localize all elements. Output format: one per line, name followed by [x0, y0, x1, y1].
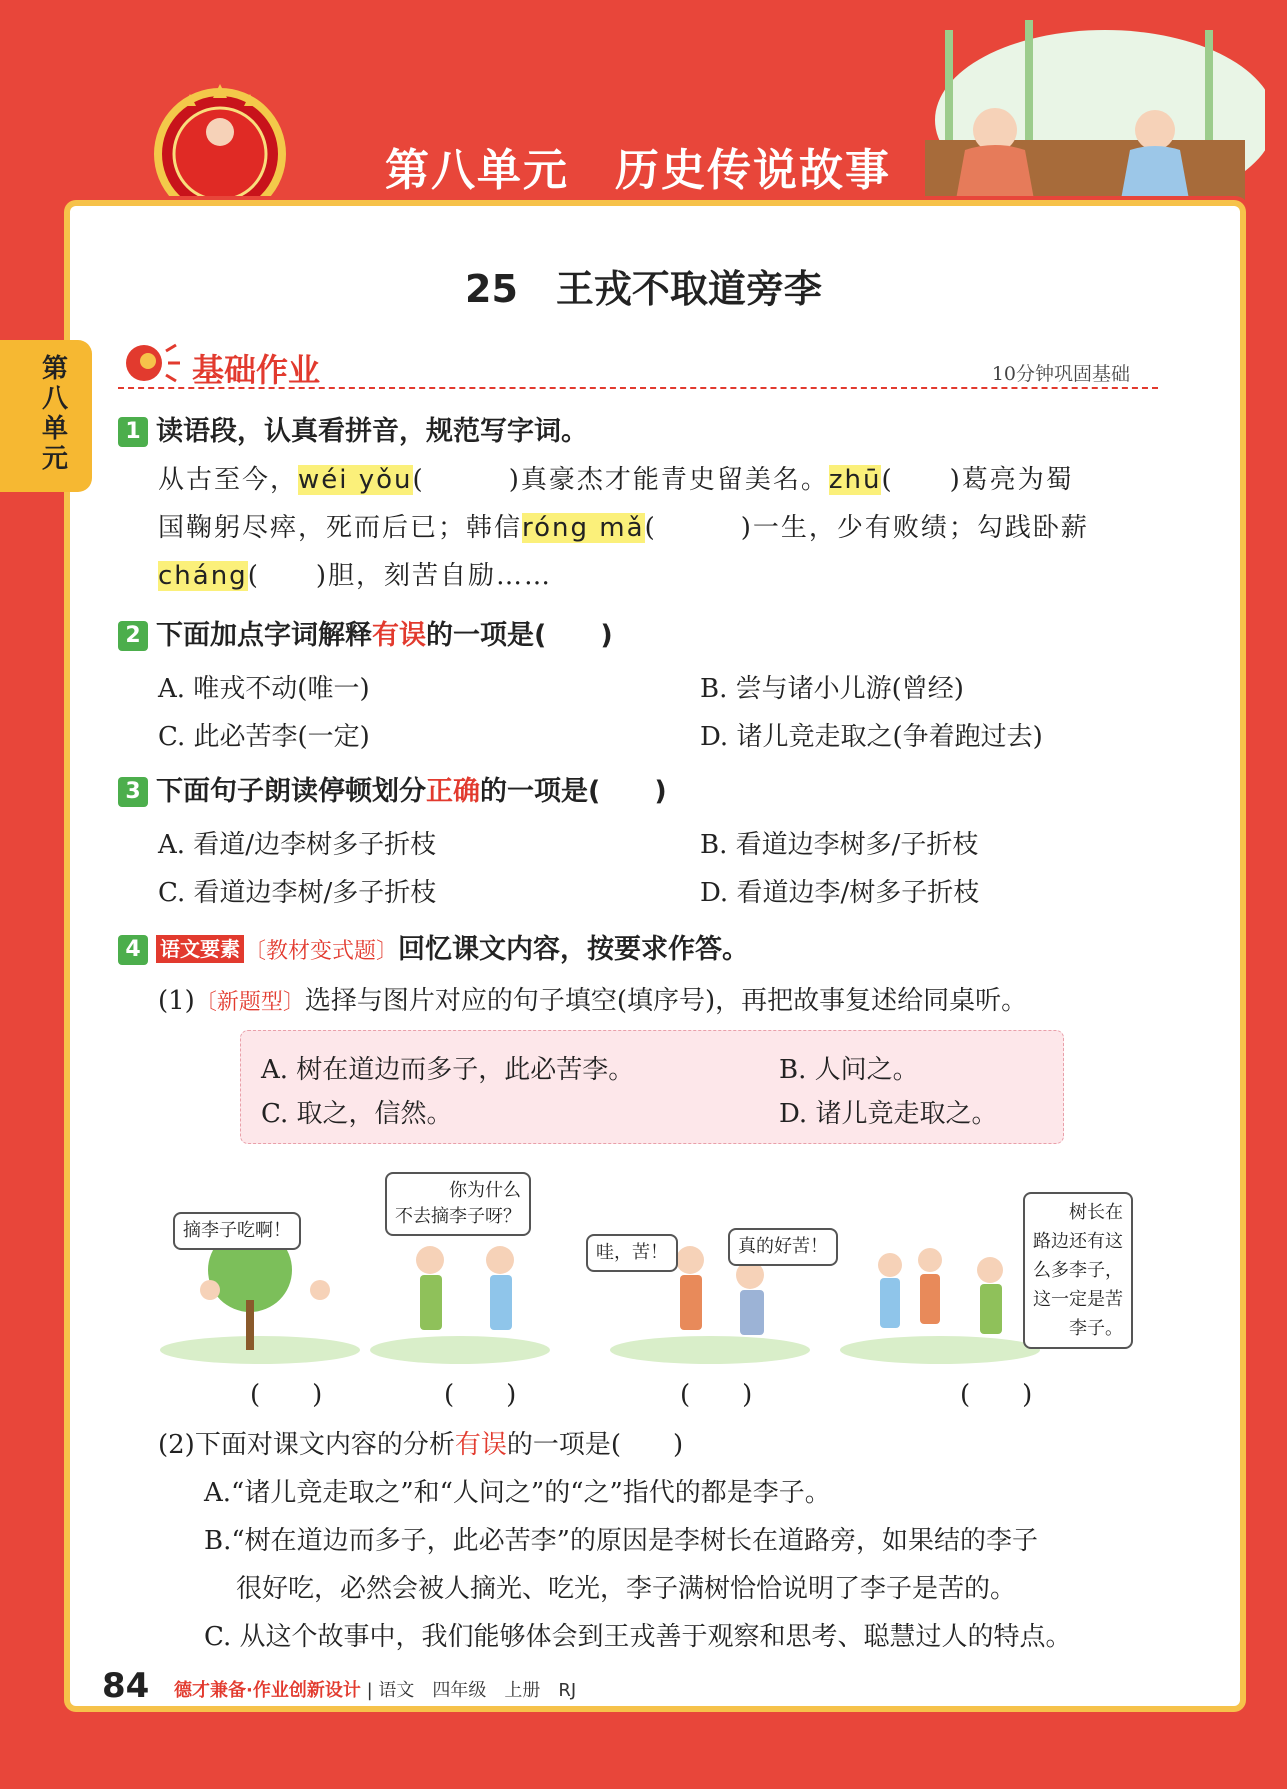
question-1-number: 1 [118, 417, 148, 447]
q2-option-c: C. 此必苦李(一定) [158, 722, 370, 752]
footer-info: 德才兼备·作业创新设计 | 语文 四年级 上册 RJ [174, 1680, 577, 1701]
section-header [118, 335, 1158, 395]
q3-option-c: C. 看道边李树/多子折枝 [158, 878, 437, 908]
question-2-stem: 2 下面加点字词解释有误的一项是( ) [118, 612, 613, 660]
q4-p2-option-a: A.“诸儿竞走取之”和“人问之”的“之”指代的都是李子。 [204, 1478, 831, 1508]
page-number: 84 [102, 1666, 150, 1706]
section-divider [118, 387, 1158, 389]
question-1-line-1: 从古至今，wéi yǒu( )真豪杰才能青史留美名。zhū( )葛亮为蜀 [158, 465, 1074, 495]
question-1-line-2: 国鞠躬尽瘁，死而后已；韩信róng mǎ( )一生，少有败绩；勾践卧薪 [158, 513, 1089, 543]
q4-part-2-stem: (2)下面对课文内容的分析有误的一项是( ) [158, 1430, 684, 1460]
section-title: 基础作业 [192, 351, 321, 389]
box-option-b: B. 人问之。 [779, 1055, 919, 1085]
q4-p2-option-b-line1: B.“树在道边而多子，此必苦李”的原因是李树长在道路旁，如果结的李子 [204, 1526, 1038, 1556]
bulb-icon [118, 335, 182, 391]
answer-blank-2[interactable]: ( ) [444, 1380, 517, 1410]
answer-blank-1[interactable]: ( ) [250, 1380, 323, 1410]
q3-option-b: B. 看道边李树多/子折枝 [700, 830, 979, 860]
speech-bubble-4: 真的好苦！ [728, 1228, 838, 1266]
q2-option-b: B. 尝与诸小儿游(曾经) [700, 674, 964, 704]
question-1-stem: 1 读语段，认真看拼音，规范写字词。 [118, 408, 588, 456]
answer-blank-3[interactable]: ( ) [680, 1380, 753, 1410]
q3-option-a: A. 看道/边李树多子折枝 [158, 830, 437, 860]
side-unit-tab [0, 340, 92, 492]
speech-bubble-3: 哇，苦！ [586, 1234, 678, 1272]
brand-logo [150, 80, 290, 220]
q4-part-1: (1)〔新题型〕选择与图片对应的句子填空(填序号)，再把故事复述给同桌听。 [158, 986, 1028, 1016]
q4-p2-option-c: C. 从这个故事中，我们能够体会到王戎善于观察和思考、聪慧过人的特点。 [204, 1622, 1072, 1652]
speech-bubble-5: 树长在 路边还有这 么多李子， 这一定是苦 李子。 [1023, 1192, 1133, 1349]
header-illustration [905, 20, 1265, 210]
q2-option-a: A. 唯戎不动(唯一) [158, 674, 370, 704]
sentence-options-box [240, 1030, 1064, 1144]
q2-option-d: D. 诸儿竞走取之(争着跑过去) [700, 722, 1043, 752]
footer-brand: 德才兼备·作业创新设计 [174, 1680, 361, 1701]
side-tab-label: 第八单元 [42, 354, 69, 474]
pinyin-weiyou: wéi yǒu [298, 465, 413, 495]
pinyin-zhu: zhū [828, 465, 882, 495]
question-4-stem: 4 语文要素 〔教材变式题〕回忆课文内容，按要求作答。 [118, 926, 749, 976]
box-option-a: A. 树在道边而多子，此必苦李。 [261, 1055, 635, 1085]
footer-book: 语文 四年级 上册 RJ [378, 1680, 577, 1701]
speech-bubble-2: 你为什么 不去摘李子呀？ [385, 1172, 531, 1236]
lesson-title: 25 王戎不取道旁李 [465, 267, 822, 311]
pinyin-chang: cháng [158, 561, 248, 591]
question-3-stem: 3 下面句子朗读停顿划分正确的一项是( ) [118, 768, 667, 816]
question-1-line-3: cháng( )胆，刻苦自励…… [158, 561, 552, 591]
q3-option-d: D. 看道边李/树多子折枝 [700, 878, 980, 908]
box-option-d: D. 诸儿竞走取之。 [779, 1099, 998, 1129]
unit-title: 第八单元 历史传说故事 [385, 145, 891, 196]
answer-blank-4[interactable]: ( ) [960, 1380, 1033, 1410]
speech-bubble-1: 摘李子吃啊！ [173, 1212, 301, 1250]
section-note: 10分钟巩固基础 [991, 363, 1130, 385]
tag-yuwen-yaosu: 语文要素 [156, 935, 244, 963]
q4-p2-option-b-line2: 很好吃，必然会被人摘光、吃光，李子满树恰恰说明了李子是苦的。 [236, 1574, 1017, 1604]
box-option-c: C. 取之，信然。 [261, 1099, 453, 1129]
pinyin-rongma: róng mǎ [522, 513, 645, 543]
